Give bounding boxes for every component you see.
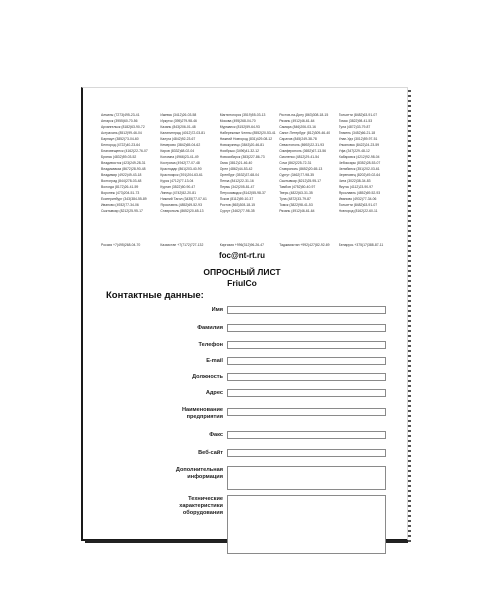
contact-entry: Калуга (4842)92-23-67 [160,137,196,141]
contact-entry: Владикавказ (8672)28-90-48 [101,167,146,171]
contact-entry: Новокузнецк (3843)20-46-81 [219,143,265,147]
website-field[interactable] [227,449,386,457]
contact-entry: Киров (8332)68-02-04 [160,149,195,153]
contact-entry: Ставрополь (8652)20-65-13 [160,209,204,213]
contact-entry: Новосибирск (383)227-86-73 [219,155,265,159]
contact-entry: Псков (8112)59-10-37 [219,197,254,201]
contact-entry: Тверь (4822)63-31-35 [279,191,313,195]
contact-entry: Брянск (4832)59-03-52 [101,155,137,159]
contact-entry: Оренбург (3532)37-68-04 [219,173,260,177]
last-name-field[interactable] [227,324,386,332]
field-label-company-line2: предприятия [186,414,223,420]
contact-entry: Алматы (7273)495-23-41 [101,113,140,117]
address-field[interactable] [227,389,386,397]
contact-entry: Петрозаводск (8142)55-98-37 [219,191,266,195]
section-title: Контактные данные: [106,290,204,301]
page-title: ОПРОСНЫЙ ЛИСТ [203,267,281,277]
contact-entry: Москва (495)268-04-70 [219,119,256,123]
field-label-phone: Телефон [198,342,223,348]
contact-entry: Смоленск (4812)29-41-54 [279,155,320,159]
contacts-grid [101,112,395,214]
field-label-extra-line2: информация [187,474,223,480]
contact-entry: Санкт-Петербург (812)309-46-40 [279,131,331,135]
contact-entry: Курск (4712)77-13-04 [160,179,194,183]
contact-entry: Коломна (4966)23-41-49 [160,155,199,159]
contact-entry: Уфа (347)229-48-12 [338,149,370,153]
contact-entry: Череповец (8202)49-02-64 [338,173,381,177]
contact-entry: Чебоксары (8352)28-53-07 [338,161,381,165]
contact-entry: Нижний Тагил (3435)77-07-61 [160,197,207,201]
contact-entry: Улан-Удэ (3012)59-97-51 [338,137,378,141]
contact-entry: Сыктывкар (8212)25-95-17 [101,209,143,213]
contact-entry: Ижевск (3412)26-03-58 [160,113,197,117]
contact-entry: Астрахань (8512)99-46-04 [101,131,142,135]
contact-entry: Ставрополь (8652)20-65-13 [279,167,323,171]
page-subtitle: FriulCo [227,278,257,288]
tech-specs-field[interactable] [227,495,386,554]
contact-entry: Челябинск (351)202-03-61 [338,167,380,171]
contact-entry: Ярославль (4852)69-52-93 [160,203,202,207]
country-contact-entry: Таджикистан +992(427)82-92-69 [279,243,330,247]
contact-entry: Ярославль (4852)69-52-93 [338,191,381,195]
country-contact-entry: Беларусь +375(17)388-87-11 [338,243,384,247]
contact-entry: Новгород (8162)22-60-11 [338,209,378,213]
contact-entry: Томск (3822)98-41-53 [338,119,373,123]
contact-entry: Красноярск (391)204-63-61 [160,173,203,177]
field-label-address: Адрес [205,390,223,396]
contact-entry: Сочи (862)225-72-31 [279,161,312,165]
field-label-website: Веб-сайт [198,450,223,456]
contact-entry: Омск (3812)21-46-40 [219,161,253,165]
contact-entry: Иваново (4932)77-34-06 [101,203,139,207]
contact-entry: Ростов-на-Дону (863)308-18-15 [279,113,329,117]
contact-entry: Кострома (4942)77-07-48 [160,161,200,165]
field-label-first-name: Имя [211,307,223,313]
additional-info-field[interactable] [227,466,386,490]
field-label-company-line1: Наименование [181,407,223,413]
contact-entry: Севастополь (8692)22-31-93 [279,143,324,147]
field-label-fax: Факс [209,432,223,438]
contact-entry: Воронеж (473)204-51-73 [101,191,140,195]
contact-entry: Самара (846)206-03-16 [279,125,316,129]
field-label-specs-line3: оборудования [182,510,223,516]
contact-entry: Благовещенск (4162)22-76-07 [101,149,148,153]
contact-entry: Иркутск (395)279-98-46 [160,119,197,123]
contact-entry: Якутск (4112)23-90-97 [338,185,374,189]
email-field[interactable] [227,357,386,365]
contact-entry: Тула (4872)33-79-87 [338,125,371,129]
contact-entry: Нижний Новгород (831)429-08-12 [219,137,273,141]
contact-entry: Орел (4862)44-53-42 [219,167,253,171]
field-label-specs-line2: характеристики [179,503,223,509]
contact-entry: Томск (3822)98-41-53 [279,203,313,207]
contact-entry: Рязань (4912)46-61-64 [279,209,315,213]
field-label-specs-line1: Технические [188,496,223,502]
contact-entry: Владимир (4922)49-43-18 [101,173,142,177]
country-contact-entry: Россия +7(495)268-04-70 [101,243,141,247]
contact-entry: Набережные Челны (8552)20-53-41 [219,131,276,135]
contact-entry: Владивосток (423)249-28-31 [101,161,146,165]
contact-entry: Екатеринбург (343)384-55-89 [101,197,147,201]
contact-entry: Калининград (4012)72-03-81 [160,131,206,135]
contact-entry: Сургут (3462)77-98-35 [279,173,314,177]
contact-entry: Белгород (4722)40-23-64 [101,143,141,147]
contact-entry: Вологда (8172)26-41-59 [101,185,139,189]
contact-entry: Ростов (863)308-18-15 [219,203,256,207]
contact-entry: Курган (3522)50-90-47 [160,185,196,189]
email-link[interactable]: foc@nt-rt.ru [218,251,265,260]
contact-entry: Симферополь (3652)67-13-56 [279,149,327,153]
contact-entry: Рязань (4912)46-61-64 [279,119,315,123]
contact-entry: Чита (3022)38-34-83 [338,179,371,183]
contact-entry: Ульяновск (8422)24-23-59 [338,143,380,147]
contact-entry: Тольятти (8482)63-91-07 [338,113,378,117]
field-label-last-name: Фамилия [197,325,223,331]
field-label-extra-line1: Дополнительная [175,467,223,473]
contact-entry: Архангельск (8182)63-90-72 [101,125,145,129]
company-field[interactable] [227,408,386,416]
first-name-field[interactable] [227,306,386,314]
contact-entry: Пенза (8412)22-31-16 [219,179,254,183]
contact-entry: Тула (4872)33-79-87 [279,197,311,201]
field-label-position: Должность [192,374,223,380]
contact-entry: Кемерово (3842)65-04-62 [160,143,201,147]
contact-entry: Мурманск (8152)59-64-93 [219,125,260,129]
fax-field[interactable] [227,431,386,439]
contact-entry: Ангарск (3955)60-70-56 [101,119,138,123]
position-field[interactable] [227,373,386,381]
country-contacts [101,243,395,247]
contact-entry: Ноябрьск (3496)41-32-12 [219,149,260,153]
country-contact-entry: Киргизия +996(312)96-26-47 [219,243,265,247]
contact-entry: Барнаул (3852)73-04-60 [101,137,139,141]
contact-entry: Тамбов (4752)50-40-97 [279,185,316,189]
phone-field[interactable] [227,341,386,349]
contact-entry: Тюмень (3452)66-21-18 [338,131,376,135]
contact-entry: Сургут (3462)77-98-35 [219,209,255,213]
contact-entry: Казань (843)206-01-48 [160,125,196,129]
country-contact-entry: Казахстан +7(7172)727-132 [160,243,204,247]
contact-entry: Волгоград (844)278-03-48 [101,179,142,183]
field-label-email: E-mail [206,358,223,364]
contact-entry: Пермь (342)205-81-47 [219,185,255,189]
contact-entry: Саратов (845)249-38-78 [279,137,317,141]
contact-entry: Магнитогорск (3519)55-03-13 [219,113,266,117]
contact-entry: Тольятти (8482)63-91-07 [338,203,378,207]
contact-entry: Хабаровск (4212)92-98-04 [338,155,380,159]
contact-entry: Сыктывкар (8212)25-95-17 [279,179,322,183]
contact-entry: Иваново (4932)77-34-06 [338,197,377,201]
contact-entry: Липецк (4742)52-20-81 [160,191,196,195]
contact-entry: Краснодар (861)203-40-90 [160,167,202,171]
